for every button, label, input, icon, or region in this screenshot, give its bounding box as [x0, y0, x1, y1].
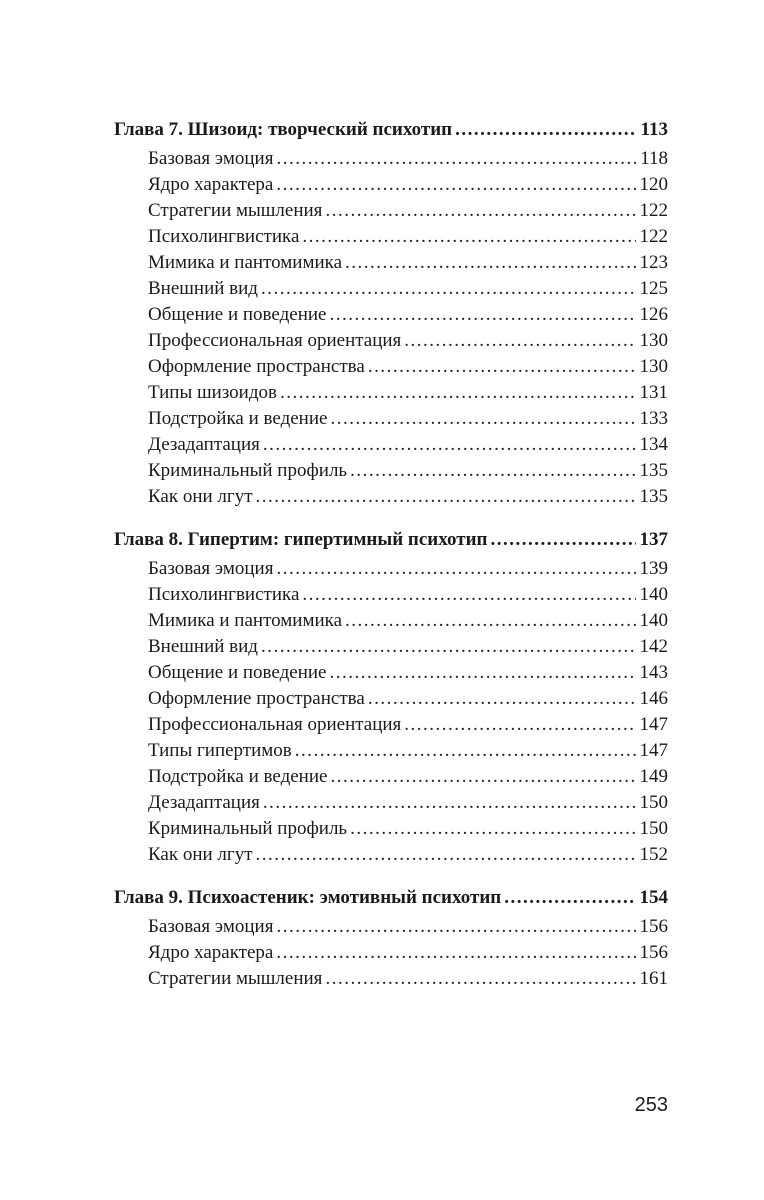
- dot-leader: [404, 712, 635, 738]
- toc-entry: [114, 842, 668, 868]
- toc-entry: [114, 712, 668, 738]
- toc-entry: [114, 966, 668, 992]
- entry-page-number: 135: [639, 460, 668, 481]
- entry-title: Криминальный профиль: [148, 818, 348, 839]
- dot-leader: [330, 764, 635, 790]
- dot-leader: [368, 354, 636, 380]
- entry-title: Типы гипертимов: [148, 740, 292, 761]
- entry-page-number: 147: [639, 714, 668, 735]
- toc-entry: [114, 484, 668, 510]
- entry-page-number: 140: [639, 610, 668, 631]
- entry-title: Профессиональная ориентация: [148, 714, 402, 735]
- entry-title: Психолингвистика: [148, 226, 300, 247]
- dot-leader: [368, 686, 636, 712]
- dot-leader: [504, 884, 635, 912]
- toc-entry: [114, 172, 668, 198]
- toc-entry: [114, 790, 668, 816]
- dot-leader: [276, 146, 636, 172]
- toc-entry: [114, 608, 668, 634]
- entry-page-number: 134: [639, 434, 668, 455]
- entry-title: Криминальный профиль: [148, 460, 348, 481]
- toc-entry: [114, 302, 668, 328]
- entry-title: Профессиональная ориентация: [148, 330, 402, 351]
- entry-page-number: 122: [639, 226, 668, 247]
- toc-chapter-7: [114, 116, 668, 510]
- dot-leader: [329, 660, 635, 686]
- entry-page-number: 122: [639, 200, 668, 221]
- entry-title: Внешний вид: [148, 636, 258, 657]
- dot-leader: [256, 842, 636, 868]
- toc-entry: [114, 354, 668, 380]
- dot-leader: [261, 276, 636, 302]
- dot-leader: [330, 406, 635, 432]
- toc-entry: [114, 458, 668, 484]
- toc-entry: [114, 276, 668, 302]
- entry-page-number: 120: [639, 174, 668, 195]
- entry-page-number: 149: [639, 766, 668, 787]
- entry-page-number: 133: [639, 408, 668, 429]
- toc-entry: [114, 406, 668, 432]
- entry-title: Общение и поведение: [148, 662, 327, 683]
- entry-page-number: 130: [639, 330, 668, 351]
- entry-page-number: 139: [639, 558, 668, 579]
- entry-page-number: 131: [639, 382, 668, 403]
- dot-leader: [325, 198, 635, 224]
- dot-leader: [276, 914, 635, 940]
- toc-entry: [114, 660, 668, 686]
- entry-page-number: 150: [639, 792, 668, 813]
- toc-entry: [114, 816, 668, 842]
- toc-entry: [114, 764, 668, 790]
- dot-leader: [345, 250, 635, 276]
- entry-title: Стратегии мышления: [148, 968, 323, 989]
- entry-title: Подстройка и ведение: [148, 766, 328, 787]
- dot-leader: [256, 484, 636, 510]
- entry-title: Ядро характера: [148, 174, 274, 195]
- chapter-page-number: 113: [640, 119, 668, 140]
- entry-page-number: 123: [639, 252, 668, 273]
- page-number: 253: [634, 1094, 668, 1116]
- toc-entry: [114, 582, 668, 608]
- toc-entry: [114, 250, 668, 276]
- chapter-page-number: 154: [639, 887, 668, 908]
- chapter-title: Глава 8. Гипертим: гипертимный психотип: [114, 529, 488, 550]
- toc-chapter-8: [114, 526, 668, 868]
- entry-page-number: 142: [639, 636, 668, 657]
- toc-entry: [114, 328, 668, 354]
- entry-page-number: 118: [640, 148, 668, 169]
- entry-page-number: 143: [639, 662, 668, 683]
- entry-title: Общение и поведение: [148, 304, 327, 325]
- entry-title: Как они лгут: [148, 486, 253, 507]
- dot-leader: [345, 608, 635, 634]
- chapter-heading: [114, 526, 668, 554]
- entry-title: Ядро характера: [148, 942, 274, 963]
- toc-entry: [114, 380, 668, 406]
- entry-title: Дезадаптация: [148, 792, 260, 813]
- dot-leader: [455, 116, 636, 144]
- chapter-title: Глава 9. Психоастеник: эмотивный психотип: [114, 887, 502, 908]
- chapter-heading: [114, 116, 668, 144]
- entry-title: Дезадаптация: [148, 434, 260, 455]
- entry-title: Базовая эмоция: [148, 916, 274, 937]
- toc-entry: [114, 940, 668, 966]
- dot-leader: [350, 816, 635, 842]
- entry-page-number: 152: [639, 844, 668, 865]
- chapter-title: Глава 7. Шизоид: творческий психотип: [114, 119, 453, 140]
- toc-chapter-9: [114, 884, 668, 992]
- chapter-entries: [114, 146, 668, 510]
- entry-title: Психолингвистика: [148, 584, 300, 605]
- dot-leader: [280, 380, 636, 406]
- entry-page-number: 146: [639, 688, 668, 709]
- entry-page-number: 156: [639, 916, 668, 937]
- entry-title: Оформление пространства: [148, 688, 365, 709]
- entry-title: Внешний вид: [148, 278, 258, 299]
- dot-leader: [490, 526, 635, 554]
- dot-leader: [276, 940, 635, 966]
- dot-leader: [325, 966, 635, 992]
- toc-entry: [114, 432, 668, 458]
- chapter-page-number: 137: [639, 529, 668, 550]
- dot-leader: [263, 432, 636, 458]
- toc-entry: [114, 738, 668, 764]
- entry-page-number: 156: [639, 942, 668, 963]
- entry-page-number: 130: [639, 356, 668, 377]
- entry-title: Мимика и пантомимика: [148, 610, 343, 631]
- dot-leader: [261, 634, 636, 660]
- entry-page-number: 150: [639, 818, 668, 839]
- entry-page-number: 140: [639, 584, 668, 605]
- toc-entry: [114, 224, 668, 250]
- dot-leader: [302, 224, 635, 250]
- toc-entry: [114, 914, 668, 940]
- chapter-entries: [114, 914, 668, 992]
- entry-title: Базовая эмоция: [148, 148, 274, 169]
- entry-page-number: 147: [639, 740, 668, 761]
- dot-leader: [276, 556, 635, 582]
- chapter-entries: [114, 556, 668, 868]
- toc-entry: [114, 146, 668, 172]
- toc-entry: [114, 556, 668, 582]
- entry-title: Оформление пространства: [148, 356, 365, 377]
- entry-page-number: 125: [639, 278, 668, 299]
- entry-title: Подстройка и ведение: [148, 408, 328, 429]
- toc-entry: [114, 634, 668, 660]
- entry-title: Стратегии мышления: [148, 200, 323, 221]
- entry-title: Типы шизоидов: [148, 382, 277, 403]
- dot-leader: [263, 790, 636, 816]
- entry-page-number: 126: [639, 304, 668, 325]
- dot-leader: [350, 458, 635, 484]
- toc-entry: [114, 686, 668, 712]
- dot-leader: [295, 738, 636, 764]
- dot-leader: [276, 172, 635, 198]
- entry-page-number: 135: [639, 486, 668, 507]
- entry-title: Базовая эмоция: [148, 558, 274, 579]
- dot-leader: [302, 582, 635, 608]
- table-of-contents: [114, 116, 668, 992]
- toc-entry: [114, 198, 668, 224]
- dot-leader: [404, 328, 635, 354]
- chapter-heading: [114, 884, 668, 912]
- entry-title: Мимика и пантомимика: [148, 252, 343, 273]
- dot-leader: [329, 302, 635, 328]
- entry-page-number: 161: [639, 968, 668, 989]
- entry-title: Как они лгут: [148, 844, 253, 865]
